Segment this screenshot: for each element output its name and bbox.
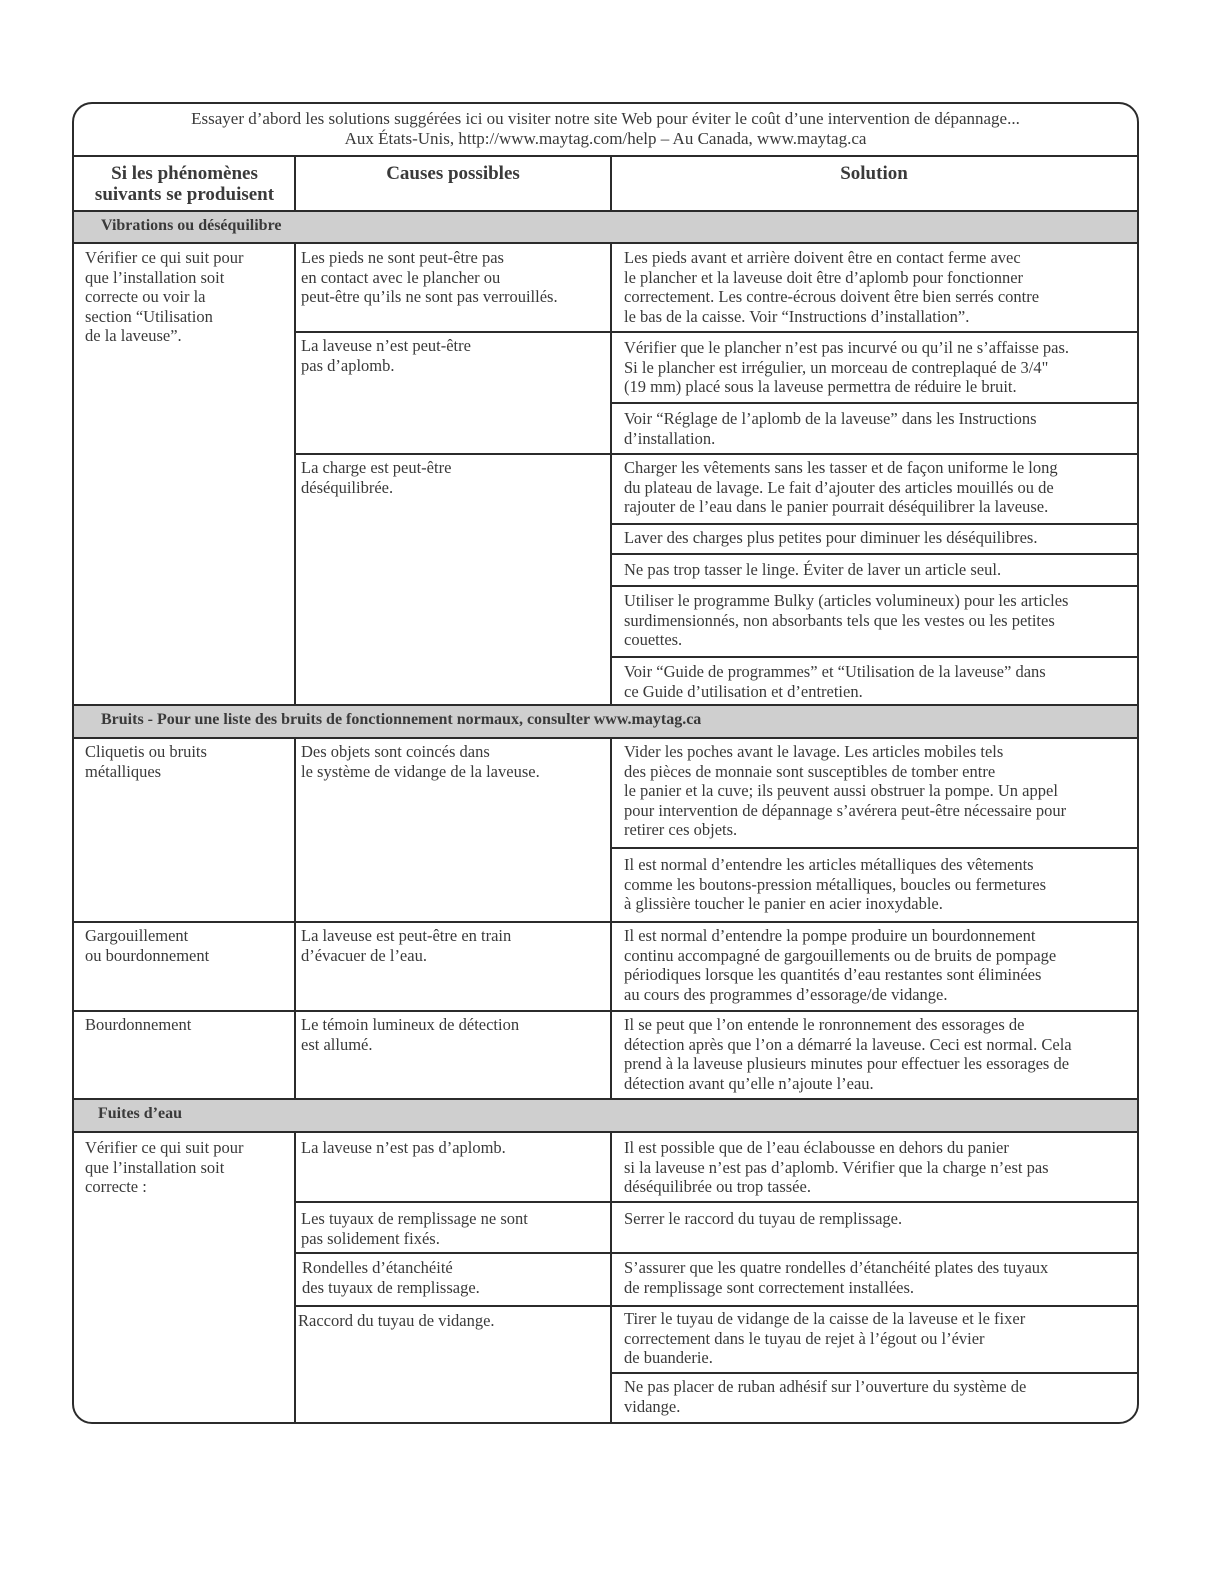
- text-line: Vérifier ce qui suit pour: [85, 1138, 244, 1157]
- text-line: Cliquetis ou bruits: [85, 742, 207, 761]
- header-causes: Causes possibles: [386, 163, 520, 184]
- rule: [295, 1252, 1137, 1254]
- text-line: Les tuyaux de remplissage ne sont: [301, 1209, 528, 1228]
- text-line: pour intervention de dépannage s’avérera peut-être nécessaire pour: [624, 800, 1067, 820]
- intro-line-1: Essayer d’abord les solutions suggérées ici ou visiter notre site Web pour éviter le coût d’une intervention de dépannage...: [191, 109, 1020, 128]
- bruits-cause-2: [301, 926, 511, 965]
- text-line: le bas de la caisse. Voir “Instructions d’installation”.: [624, 306, 970, 326]
- text-line: déséquilibrée.: [301, 477, 394, 497]
- text-line: que l’installation soit: [85, 1157, 225, 1177]
- text-line: Voir “Guide de programmes” et “Utilisation de la laveuse” dans: [624, 662, 1046, 681]
- text-line: comme les boutons-pression métalliques, boucles ou fermetures: [624, 874, 1047, 894]
- text-line: Vider les poches avant le lavage. Les articles mobiles tels: [624, 742, 1004, 761]
- header-solution: Solution: [840, 163, 908, 184]
- text-line: Le témoin lumineux de détection: [301, 1015, 520, 1034]
- text-line: Ne pas placer de ruban adhésif sur l’ouverture du système de: [624, 1377, 1027, 1396]
- text-line: (19 mm) placé sous la laveuse permettra de réduire le bruit.: [624, 377, 1017, 397]
- text-line: La laveuse est peut-être en train: [301, 926, 512, 945]
- bruits-solution-2: [624, 926, 1056, 1004]
- text-line: rajouter de l’eau dans le panier pourrait déséquilibrer la laveuse.: [624, 497, 1049, 517]
- bruits-solution-1a: [624, 742, 1066, 840]
- intro-line-2: Aux États-Unis, http://www.maytag.com/help – Au Canada, www.maytag.ca: [344, 129, 867, 148]
- bruits-cause-3: [301, 1015, 519, 1054]
- text-line: Bourdonnement: [85, 1015, 192, 1034]
- text-line: que l’installation soit: [85, 267, 225, 287]
- text-line: Voir “Réglage de l’aplomb de la laveuse” dans les Instructions: [624, 409, 1037, 428]
- fuites-symptom: [85, 1138, 244, 1197]
- fuites-cause-2: [301, 1209, 528, 1248]
- fuites-solution-3: [624, 1258, 1048, 1297]
- text-line: pas solidement fixés.: [301, 1228, 440, 1248]
- text-line: vidange.: [624, 1396, 681, 1416]
- fuites-solution-4a: [624, 1309, 1025, 1368]
- text-line: de buanderie.: [624, 1348, 713, 1368]
- rule: [295, 453, 1137, 455]
- text-line: Vérifier ce qui suit pour: [85, 248, 244, 267]
- text-line: déséquilibrée ou trop tassée.: [624, 1177, 811, 1197]
- text-line: correcte ou voir la: [85, 287, 206, 307]
- text-line: La laveuse n’est pas d’aplomb.: [301, 1138, 506, 1157]
- text-line: S’assurer que les quatre rondelles d’étanchéité plates des tuyaux: [624, 1258, 1049, 1277]
- text-line: pas d’aplomb.: [301, 355, 395, 375]
- vibrations-solution-2b: [624, 409, 1037, 448]
- bruits-symptom-3: [85, 1015, 191, 1035]
- rule: [295, 1305, 1137, 1307]
- vibrations-solution-2a: [624, 338, 1069, 397]
- vibrations-solution-3b: [624, 528, 1037, 548]
- bruits-symptom-2: [85, 926, 209, 965]
- text-line: Il est normal d’entendre les articles métalliques des vêtements: [624, 855, 1034, 874]
- text-line: Il est possible que de l’eau éclabousse en dehors du panier: [624, 1138, 1009, 1157]
- text-line: le panier et la cuve; ils peuvent aussi obstruer la pompe. Un appel: [624, 781, 1058, 801]
- rule: [611, 523, 1137, 525]
- rule: [74, 1010, 1137, 1012]
- text-line: La charge est peut-être: [301, 458, 452, 477]
- text-line: prend à la laveuse plusieurs minutes pour effectuer les essorages de: [624, 1054, 1070, 1074]
- rule: [294, 737, 296, 1099]
- rule: [74, 704, 1137, 706]
- text-line: Rondelles d’étanchéité: [302, 1258, 453, 1277]
- rule: [74, 737, 1137, 739]
- vibrations-cause-2: [301, 336, 471, 375]
- text-line: du plateau de lavage. Le fait d’ajouter des articles mouillés ou de: [624, 477, 1054, 497]
- vibrations-symptom: [85, 248, 244, 346]
- text-line: est allumé.: [301, 1034, 373, 1054]
- text-line: Il se peut que l’on entende le ronronnement des essorages de: [624, 1015, 1025, 1034]
- text-line: Les pieds ne sont peut-être pas: [301, 248, 504, 267]
- text-line: de la laveuse”.: [85, 326, 182, 346]
- text-line: détection avant qu’elle n’ajoute l’eau.: [624, 1073, 874, 1093]
- text-line: Laver des charges plus petites pour diminuer les déséquilibres.: [624, 528, 1038, 547]
- rule: [295, 1201, 1137, 1203]
- intro-note: [74, 104, 1137, 156]
- header-symptoms-line-1: Si les phénomènes: [111, 163, 258, 184]
- text-line: section “Utilisation: [85, 306, 213, 326]
- rule: [74, 155, 1137, 157]
- text-line: ou bourdonnement: [85, 945, 210, 965]
- text-line: Serrer le raccord du tuyau de remplissage.: [624, 1209, 903, 1228]
- text-line: de remplissage sont correctement installées.: [624, 1277, 915, 1297]
- text-line: Utiliser le programme Bulky (articles volumineux) pour les articles: [624, 591, 1069, 610]
- text-line: correctement. Les contre-écrous doivent être bien serrés contre: [624, 287, 1040, 307]
- vibrations-cause-3: [301, 458, 451, 497]
- troubleshooting-table: [72, 102, 1139, 1424]
- rule: [294, 242, 296, 705]
- text-line: détection après que l’on a démarré la laveuse. Ceci est normal. Cela: [624, 1034, 1072, 1054]
- bruits-cause-1: [301, 742, 540, 781]
- vibrations-solution-1: [624, 248, 1039, 326]
- text-line: Ne pas trop tasser le linge. Éviter de laver un article seul.: [624, 560, 1002, 579]
- text-line: des pièces de monnaie sont susceptibles de tomber entre: [624, 761, 996, 781]
- text-line: La laveuse n’est peut-être: [301, 336, 471, 355]
- section-fuites: Fuites d’eau: [74, 1099, 1137, 1132]
- rule: [610, 1131, 612, 1424]
- rule: [611, 402, 1137, 404]
- text-line: Gargouillement: [85, 926, 189, 945]
- rule: [611, 1372, 1137, 1374]
- text-line: des tuyaux de remplissage.: [302, 1277, 480, 1297]
- vibrations-solution-3c: [624, 560, 1001, 580]
- rule: [610, 155, 612, 211]
- text-line: le système de vidange de la laveuse.: [301, 761, 540, 781]
- header-symptoms-line-2: suivants se produisent: [94, 184, 275, 205]
- rule: [611, 553, 1137, 555]
- fuites-cause-1: [301, 1138, 506, 1158]
- rule: [74, 921, 1137, 923]
- text-line: peut-être qu’ils ne sont pas verrouillés.: [301, 287, 558, 307]
- vibrations-solution-3a: [624, 458, 1058, 517]
- rule: [74, 210, 1137, 212]
- fuites-solution-4b: [624, 1377, 1026, 1416]
- text-line: ce Guide d’utilisation et d’entretien.: [624, 681, 863, 701]
- text-line: périodiques lorsque les quantités d’eau restantes sont éliminées: [624, 965, 1042, 985]
- text-line: si la laveuse n’est pas d’aplomb. Vérifier que la charge n’est pas: [624, 1157, 1049, 1177]
- vibrations-solution-3e: [624, 662, 1046, 701]
- text-line: métalliques: [85, 761, 162, 781]
- text-line: Il est normal d’entendre la pompe produire un bourdonnement: [624, 926, 1036, 945]
- text-line: Charger les vêtements sans les tasser et de façon uniforme le long: [624, 458, 1058, 477]
- rule: [74, 1131, 1137, 1133]
- fuites-cause-3: [302, 1258, 480, 1297]
- section-bruits: Bruits - Pour une liste des bruits de fonctionnement normaux, consulter www.maytag.ca: [74, 705, 1137, 738]
- vibrations-solution-3d: [624, 591, 1068, 650]
- text-line: correctement dans le tuyau de rejet à l’égout ou l’évier: [624, 1328, 985, 1348]
- vibrations-cause-1: [301, 248, 558, 307]
- rule: [74, 1098, 1137, 1100]
- rule: [295, 331, 1137, 333]
- text-line: correcte :: [85, 1177, 147, 1197]
- bruits-solution-3: [624, 1015, 1072, 1093]
- text-line: couettes.: [624, 630, 683, 650]
- text-line: continu accompagné de gargouillements ou de bruits de pompage: [624, 945, 1057, 965]
- bruits-solution-1b: [624, 855, 1046, 914]
- text-line: Vérifier que le plancher n’est pas incurvé ou qu’il ne s’affaisse pas.: [624, 338, 1070, 357]
- bruits-symptom-1: [85, 742, 207, 781]
- text-line: Les pieds avant et arrière doivent être en contact ferme avec: [624, 248, 1021, 267]
- text-line: à glissière toucher le panier en acier inoxydable.: [624, 894, 943, 914]
- text-line: surdimensionnés, non absorbants tels que les vestes ou les petites: [624, 610, 1055, 630]
- header-symptoms: [74, 163, 295, 205]
- text-line: Des objets sont coincés dans: [301, 742, 490, 761]
- text-line: Raccord du tuyau de vidange.: [298, 1311, 495, 1330]
- rule: [294, 1131, 296, 1424]
- fuites-solution-2: [624, 1209, 902, 1229]
- text-line: au cours des programmes d’essorage/de vidange.: [624, 984, 948, 1004]
- rule: [611, 656, 1137, 658]
- rule: [610, 242, 612, 705]
- text-line: Si le plancher est irrégulier, un morceau de contreplaqué de 3/4": [624, 357, 1049, 377]
- text-line: le plancher et la laveuse doit être d’aplomb pour fonctionner: [624, 267, 1024, 287]
- section-vibrations: Vibrations ou déséquilibre: [74, 211, 1137, 243]
- rule: [610, 737, 612, 1099]
- rule: [294, 155, 296, 211]
- text-line: en contact avec le plancher ou: [301, 267, 501, 287]
- text-line: Tirer le tuyau de vidange de la caisse de la laveuse et le fixer: [624, 1309, 1026, 1328]
- rule: [611, 847, 1137, 849]
- text-line: d’évacuer de l’eau.: [301, 945, 427, 965]
- fuites-cause-4: [298, 1311, 495, 1331]
- text-line: retirer ces objets.: [624, 820, 738, 840]
- rule: [74, 242, 1137, 244]
- rule: [611, 585, 1137, 587]
- fuites-solution-1: [624, 1138, 1049, 1197]
- text-line: d’installation.: [624, 428, 716, 448]
